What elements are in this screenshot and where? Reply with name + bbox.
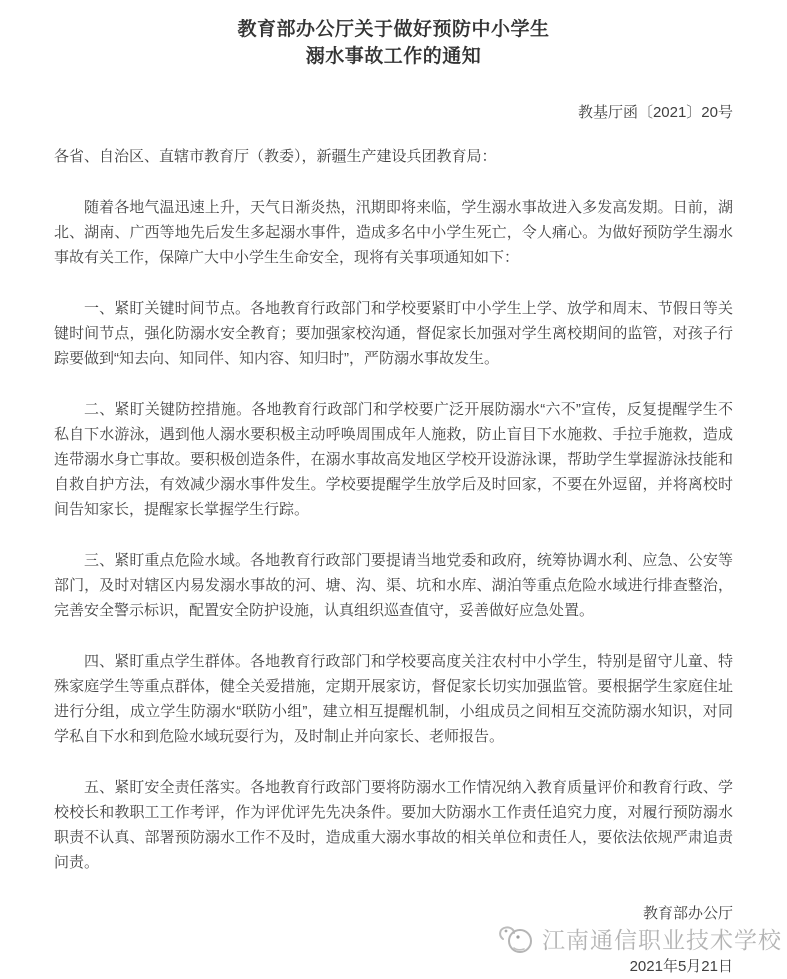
title-line-1: 教育部办公厅关于做好预防中小学生 [237, 19, 550, 40]
document-number: 教基厅函〔2021〕20号 [577, 104, 733, 121]
document-date: 2021年5月21日 [629, 958, 733, 975]
paragraph-item-4: 四、紧盯重点学生群体。各地教育行政部门和学校要高度关注农村中小学生，特别是留守儿童、特殊家庭学生等重点群体，健全关爱措施，定期开展家访，督促家长切实加强监管。要根据学生家庭住址进行分组，成立学生防溺水“联防小组”，建立相互提醒机制，小组成员之间相互交流防溺水知识，对同学私自下水和到危险水域玩耍行为，及时制止并向家长、老师报告。 [54, 653, 733, 745]
paragraph-item-2: 二、紧盯关键防控措施。各地教育行政部门和学校要广泛开展防溺水“六不”宣传，反复提醒学生不私自下水游泳，遇到他人溺水要积极主动呼唤周围成年人施救，防止盲目下水施救、手拉手施救，造成连带溺水身亡事故。要积极创造条件，在溺水事故高发地区学校开设游泳课，帮助学生掌握游泳技能和自救自护方法，有效减少溺水事件发生。学校要提醒学生放学后及时回家，不要在外逗留，并将离校时间告知家长，提醒家长掌握学生行踪。 [54, 401, 733, 518]
paragraph-item-3: 三、紧盯重点危险水域。各地教育行政部门要提请当地党委和政府，统筹协调水利、应急、公安等部门，及时对辖区内易发溺水事故的河、塘、沟、渠、坑和水库、湖泊等重点危险水域进行排查整治，完善安全警示标识，配置安全防护设施，认真组织巡查值守，妥善做好应急处置。 [54, 552, 733, 619]
paragraph-intro: 随着各地气温迅速上升，天气日渐炎热，汛期即将来临，学生溺水事故进入多发高发期。日前，湖北、湖南、广西等地先后发生多起溺水事件，造成多名中小学生死亡，令人痛心。为做好预防学生溺水事故有关工作，保障广大中小学生生命安全，现将有关事项通知如下： [54, 199, 733, 266]
page-title [54, 16, 733, 70]
title-line-2: 溺水事故工作的通知 [305, 46, 482, 67]
school-logo-icon [497, 923, 537, 964]
watermark-text: 江南通信职业技术学校 [542, 927, 782, 953]
salutation: 各省、自治区、直辖市教育厅（教委），新疆生产建设兵团教育局： [54, 148, 497, 165]
issuer-signature: 教育部办公厅 [642, 905, 733, 922]
paragraph-item-5: 五、紧盯安全责任落实。各地教育行政部门要将防溺水工作情况纳入教育质量评价和教育行政、学校校长和教职工工作考评，作为评优评先先决条件。要加大防溺水工作责任追究力度，对履行预防溺水职责不认真、部署预防溺水工作不及时，造成重大溺水事故的相关单位和责任人，要依法依规严肃追责问责。 [54, 779, 733, 871]
paragraph-item-1: 一、紧盯关键时间节点。各地教育行政部门和学校要紧盯中小学生上学、放学和周末、节假日等关键时间节点，强化防溺水安全教育；要加强家校沟通，督促家长加强对学生离校期间的监管，对孩子行踪要做到“知去向、知同伴、知内容、知归时”，严防溺水事故发生。 [54, 300, 733, 367]
